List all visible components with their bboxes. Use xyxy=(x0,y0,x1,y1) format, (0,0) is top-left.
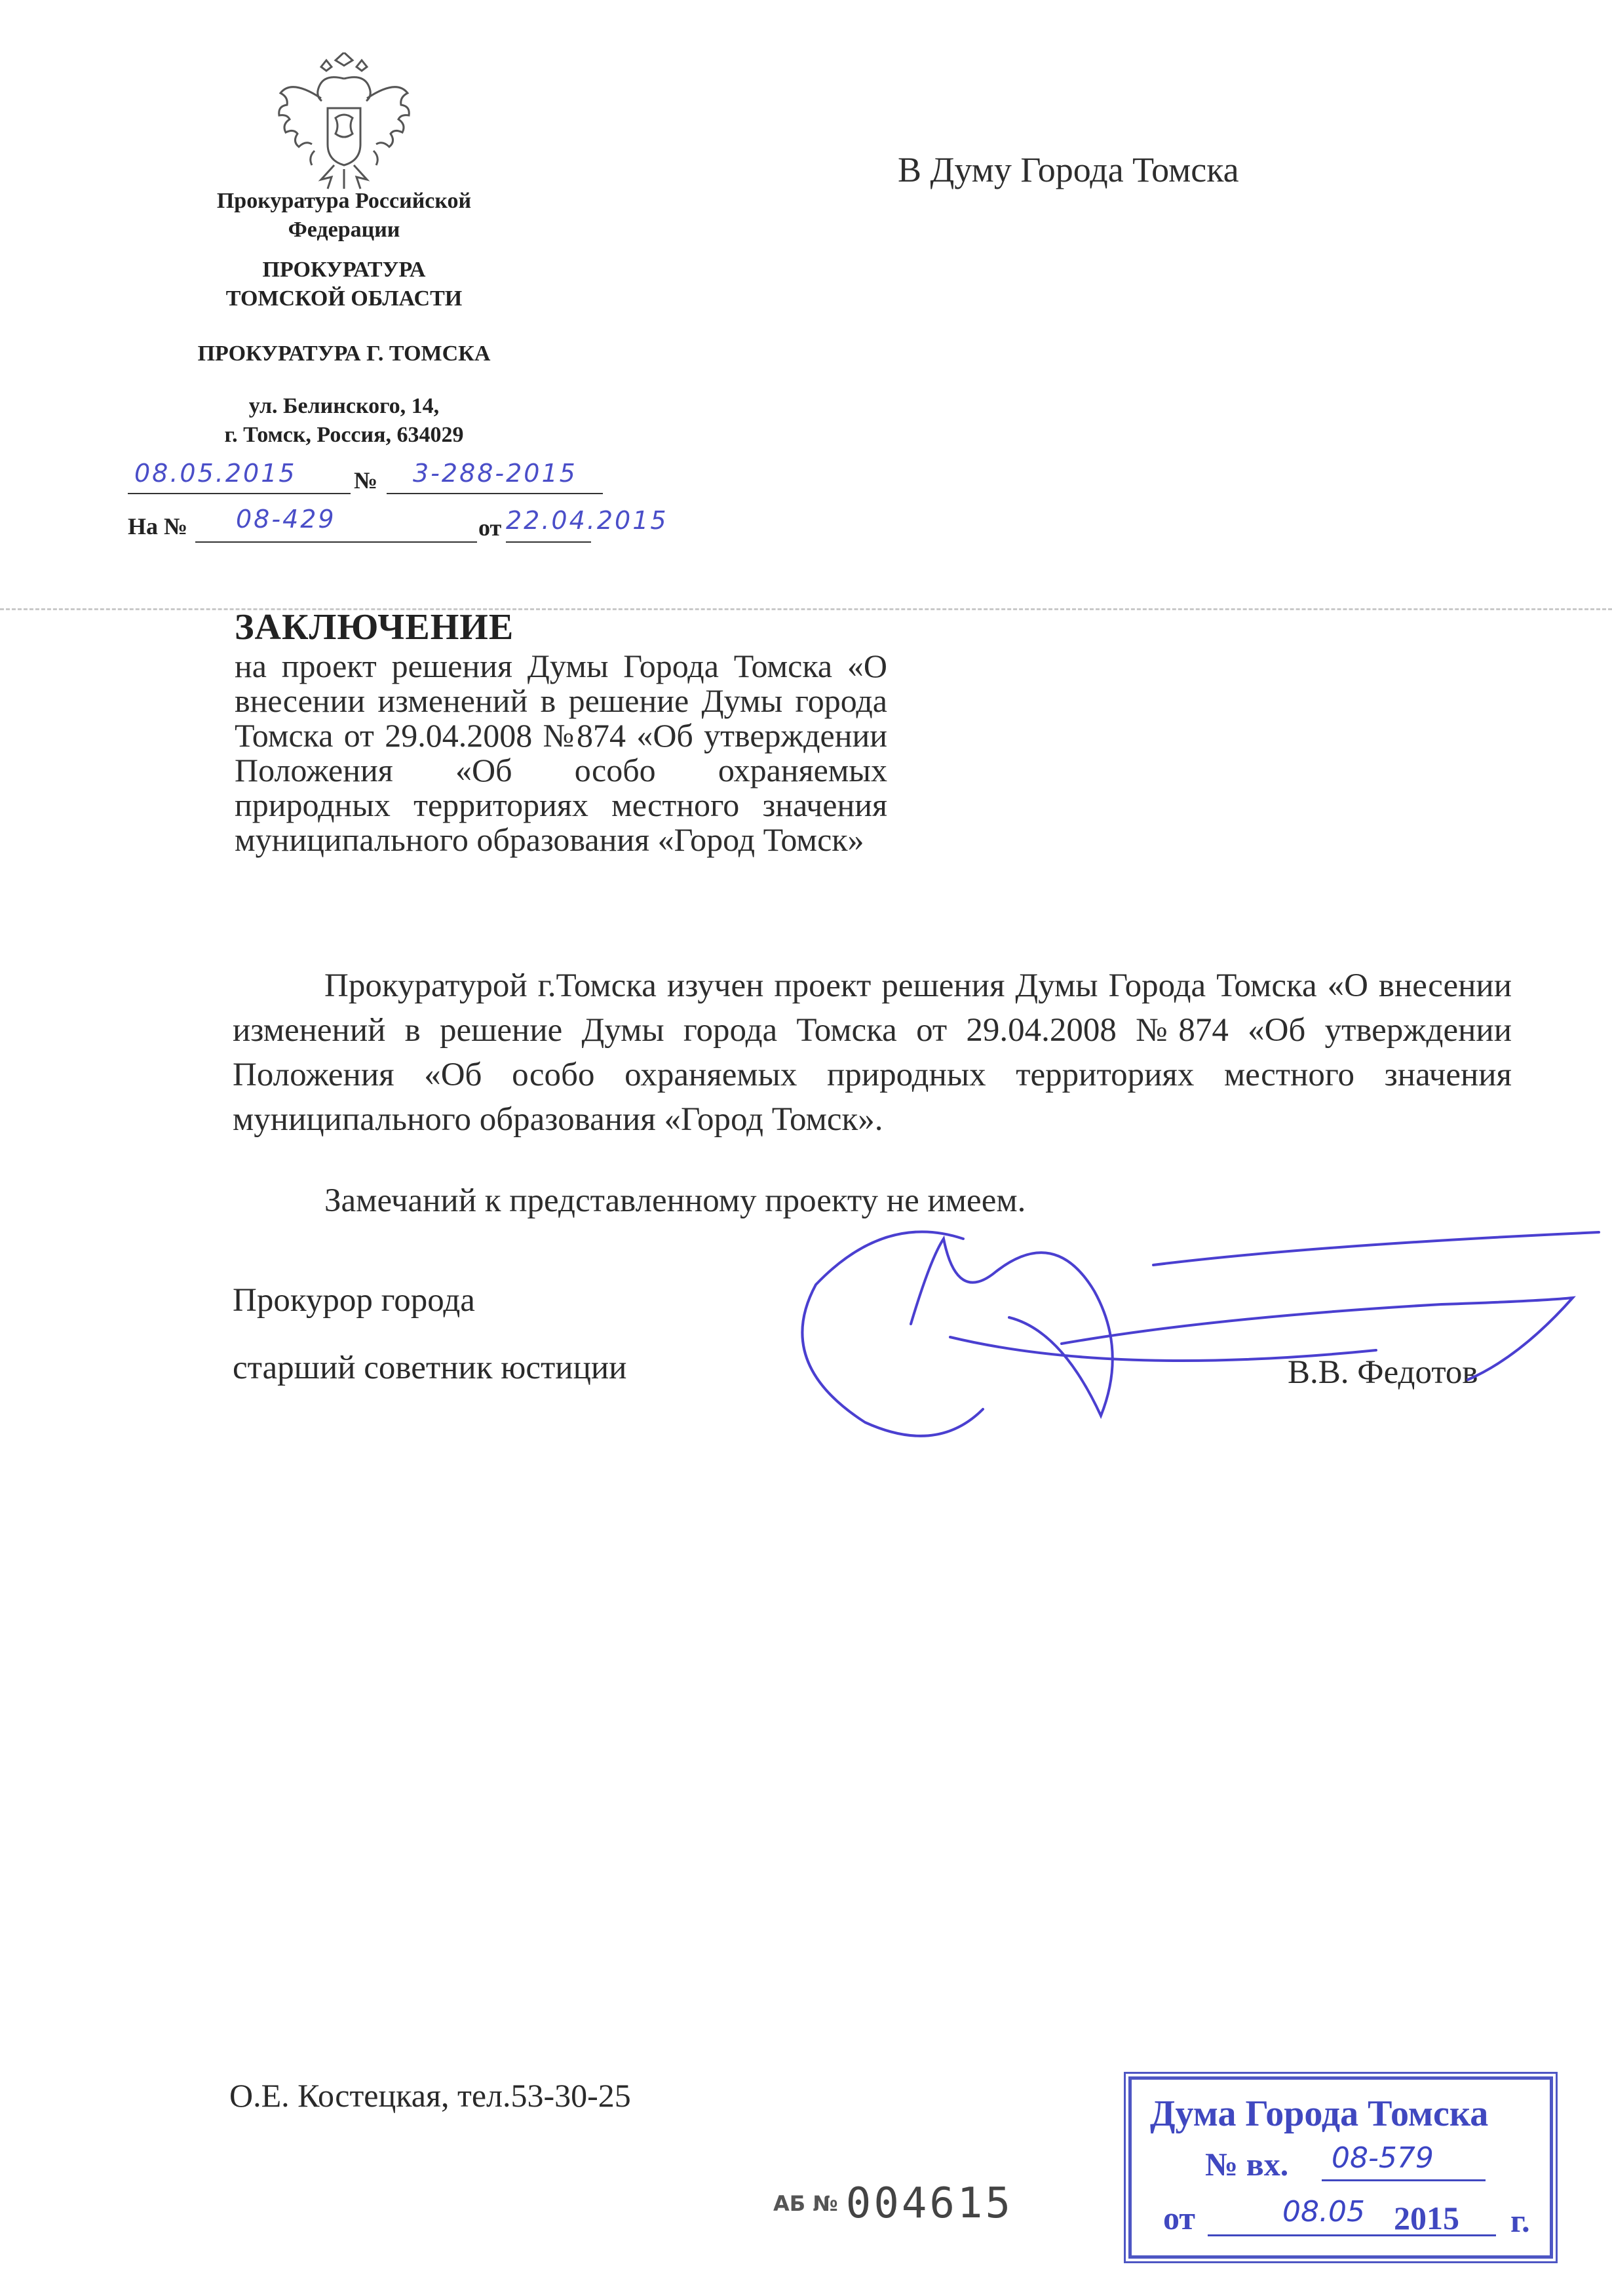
reply-date-line xyxy=(506,541,591,543)
address-line-1: ул. Белинского, 14, xyxy=(248,394,440,418)
stamp-date-handwritten: 08.05 xyxy=(1282,2195,1365,2228)
letterhead-line-3: ПРОКУРАТУРА xyxy=(262,258,426,282)
reply-number-label: На № xyxy=(128,513,188,539)
stamp-year: 2015 xyxy=(1394,2200,1459,2236)
letterhead-regional-prosecutor xyxy=(151,256,537,313)
reply-number-handwritten: 08-429 xyxy=(236,505,336,534)
letterhead-address xyxy=(151,392,537,450)
letterhead-federal-prosecutor xyxy=(151,187,537,244)
outgoing-number-line xyxy=(387,493,603,494)
body-paragraph-1: Прокуратурой г.Томска изучен проект решения Думы Города Томска «О внесении изменений в решение Думы города Томска от 29.04.2008 №874 «Об утверждении Положения «Об особо охраняемых природных территориях местного значения муниципального образования «Город Томск». xyxy=(233,967,1512,1138)
handwritten-signature xyxy=(786,1199,1612,1475)
outgoing-number-label: № xyxy=(354,467,378,494)
executor-contact: О.Е. Костецкая, тел.53-30-25 xyxy=(229,2077,631,2114)
reply-date-handwritten: 22.04.2015 xyxy=(506,506,668,535)
signer-name: В.В. Федотов xyxy=(1288,1354,1478,1391)
signer-rank: старший советник юстиции xyxy=(233,1350,627,1386)
body-paragraph-2: Замечаний к представленному проекту не имеем. xyxy=(324,1182,1026,1219)
stamp-incoming-number: 08-579 xyxy=(1332,2141,1434,2175)
stamp-title: Дума Города Томска xyxy=(1150,2093,1489,2134)
serial-prefix: АБ № xyxy=(773,2191,838,2216)
stamp-date-label: от xyxy=(1163,2200,1195,2236)
serial-number: 004615 xyxy=(845,2179,1013,2228)
address-line-2: г. Томск, Россия, 634029 xyxy=(224,423,464,448)
stamp-number-line xyxy=(1322,2179,1486,2181)
document-subject: на проект решения Думы Города Томска «О внесении изменений в решение Думы города Томска от 29.04.2008 №874 «Об утверждении Положения «Об особо охраняемых природных территориях местного значения муниципального образования «Город Томск» xyxy=(235,648,887,858)
reply-date-label: от xyxy=(478,515,502,541)
letterhead-line-4: ТОМСКОЙ ОБЛАСТИ xyxy=(225,286,463,311)
signer-position: Прокурор города xyxy=(233,1282,475,1319)
outgoing-date-line xyxy=(128,493,351,494)
letterhead-line-2: Федерации xyxy=(288,218,400,243)
coat-of-arms-emblem xyxy=(275,52,413,193)
outgoing-number-handwritten: 3-288-2015 xyxy=(413,459,577,488)
letterhead-line-1: Прокуратура Российской xyxy=(216,189,472,213)
incoming-registration-stamp xyxy=(1128,2076,1553,2259)
reply-number-line xyxy=(195,541,477,543)
letterhead-city-prosecutor: ПРОКУРАТУРА Г. ТОМСКА xyxy=(197,341,491,366)
addressee: В Думу Города Томска xyxy=(898,150,1239,189)
outgoing-date-handwritten: 08.05.2015 xyxy=(134,459,297,488)
stamp-year-suffix: г. xyxy=(1510,2202,1530,2239)
document-title: ЗАКЛЮЧЕНИЕ xyxy=(235,607,514,648)
form-serial xyxy=(773,2179,1013,2228)
stamp-incoming-label: № вх. xyxy=(1205,2146,1289,2183)
